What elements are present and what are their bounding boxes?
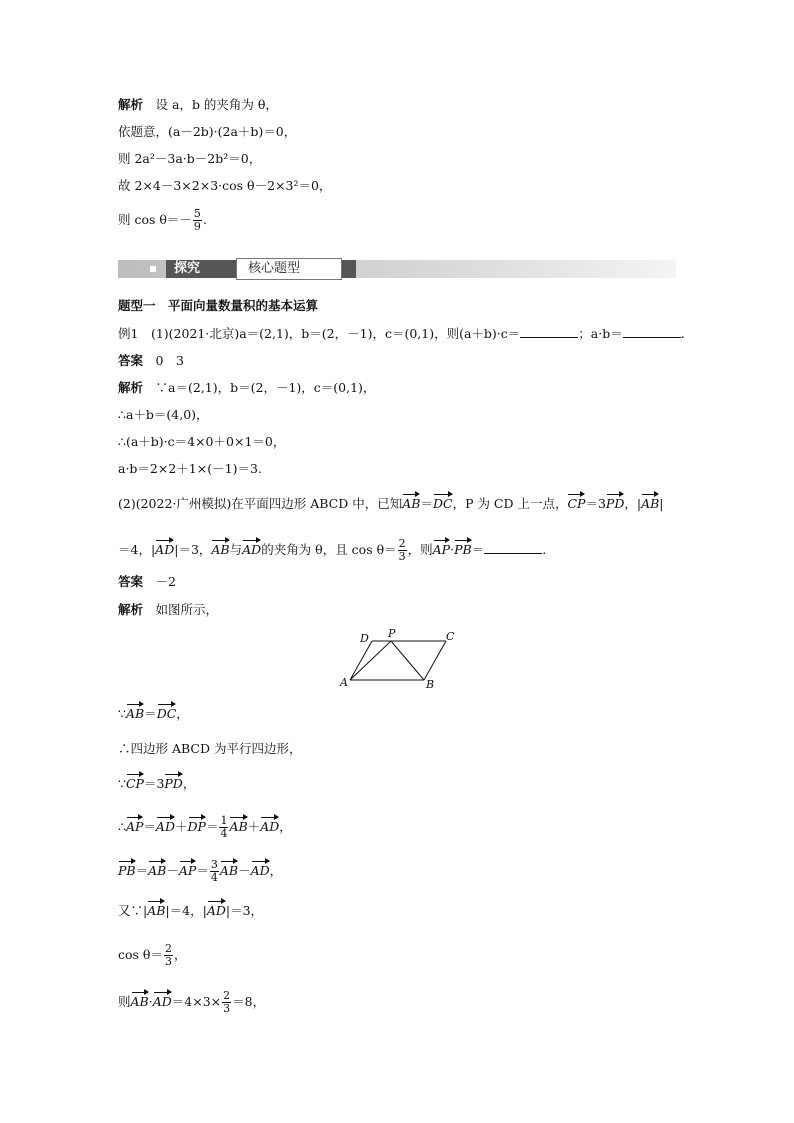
math-text: ＝3 xyxy=(143,776,165,791)
math-text: ∴ xyxy=(118,819,126,834)
fraction xyxy=(219,815,228,840)
math-text: · xyxy=(148,994,153,1009)
math-text: ＝ xyxy=(143,819,156,834)
step-2 xyxy=(118,741,301,757)
math-text: 3 xyxy=(223,1002,231,1015)
example1-part2-line-2 xyxy=(118,538,546,563)
math-text: cos θ＝ xyxy=(118,947,163,962)
math-text: ＋ xyxy=(247,819,261,834)
math-text: · xyxy=(450,542,455,557)
answer-blank xyxy=(623,325,681,338)
vector-symbol: AP xyxy=(432,542,451,557)
math-text: ∵a＝(2,1)，b＝(2，－1)，c＝(0,1)， xyxy=(155,380,376,395)
math-text: 3 xyxy=(398,550,406,563)
vector-symbol: AP xyxy=(178,863,197,878)
math-text: ＝ xyxy=(471,542,485,557)
math-text: ＝8， xyxy=(232,994,266,1009)
step-8 xyxy=(118,990,265,1015)
math-text: ＝3 xyxy=(585,496,606,511)
vector-symbol: AD xyxy=(155,819,175,834)
fraction xyxy=(210,859,219,884)
vector-symbol: CP xyxy=(567,496,586,511)
step-7 xyxy=(118,943,186,968)
math-text: ，P 为 CD 上一点， xyxy=(452,496,568,511)
vector-symbol: CP xyxy=(125,776,144,791)
step-6 xyxy=(118,903,263,919)
math-text: 2 xyxy=(398,537,406,550)
math-text: ， xyxy=(269,863,283,878)
math-text: 2 xyxy=(164,942,172,955)
parallelogram-figure xyxy=(338,628,462,690)
math-text: 例1 (1)(2021·北京)a＝(2,1)，b＝(2，－1)，c＝(0,1)，则(a＋b)·c＝ xyxy=(118,326,521,341)
example1-part1 xyxy=(118,325,685,342)
vector-symbol: AB xyxy=(402,496,421,511)
math-text: 依题意，(a－2b)·(2a＋b)＝0， xyxy=(118,124,297,139)
vector-symbol: AD xyxy=(152,994,172,1009)
math-text: 的夹角为 θ，且 cos θ＝ xyxy=(261,542,397,557)
answer-label: 答案 xyxy=(118,353,144,368)
math-text: 4 xyxy=(210,871,218,884)
math-text: ＝ xyxy=(135,863,149,878)
section-banner xyxy=(118,258,676,280)
step-5 xyxy=(118,859,282,884)
fraction xyxy=(193,208,202,233)
answer-label: 答案 xyxy=(118,574,144,589)
math-text: |＝3， xyxy=(174,542,212,557)
math-text: 2 xyxy=(223,989,231,1002)
vector-symbol: AD xyxy=(155,542,175,557)
math-text: ，则 xyxy=(407,542,433,557)
math-text: 设 a，b 的夹角为 θ， xyxy=(155,97,278,112)
math-text: ；a·b＝ xyxy=(578,326,623,341)
vector-symbol: DC xyxy=(432,496,453,511)
math-text: － xyxy=(166,863,179,878)
prev-solution-line-1 xyxy=(118,97,278,113)
math-text: 0 3 xyxy=(155,353,184,368)
vector-symbol: AB xyxy=(211,542,230,557)
math-text: a·b＝2×2＋1×(－1)＝3. xyxy=(118,461,262,476)
solution-line-3 xyxy=(118,434,285,450)
math-text: 3 xyxy=(164,955,172,968)
vector-symbol: AB xyxy=(148,863,167,878)
solution-line-2 xyxy=(118,407,209,423)
math-text: ∴(a＋b)·c＝4×0＋0×1＝0， xyxy=(118,434,286,449)
solution-line-4 xyxy=(118,461,262,477)
solution-label: 解析 xyxy=(118,97,144,112)
solution-line-1 xyxy=(118,380,375,396)
vector-symbol: AD xyxy=(250,863,270,878)
vector-symbol: AD xyxy=(206,903,226,918)
math-text: | xyxy=(659,496,664,511)
math-text: ＝ xyxy=(205,819,219,834)
vector-symbol: PD xyxy=(605,496,625,511)
math-text: ＝ xyxy=(144,706,157,721)
vector-symbol: AB xyxy=(125,706,145,721)
vector-symbol: AB xyxy=(641,496,660,511)
prev-solution-line-3 xyxy=(118,151,261,167)
math-text: . xyxy=(542,542,547,557)
math-text: ＝ xyxy=(196,863,209,878)
prev-solution-line-4 xyxy=(118,178,331,194)
vector-symbol: AD xyxy=(260,819,280,834)
fraction xyxy=(222,990,231,1015)
answer-blank xyxy=(484,541,542,554)
step-1 xyxy=(118,706,189,722)
math-text: 则 2a²－3a·b－2b²＝0， xyxy=(118,151,262,166)
label-a: A xyxy=(340,676,348,689)
vector-symbol: AP xyxy=(125,819,144,834)
math-text: |＝4，| xyxy=(165,903,207,918)
vector-symbol: PB xyxy=(118,863,136,878)
label-p: P xyxy=(388,628,396,640)
vector-symbol: DP xyxy=(187,819,206,834)
math-text: 如图所示， xyxy=(155,602,219,617)
vector-symbol: AB xyxy=(130,994,149,1009)
banner-tag-explore: 探究 xyxy=(174,261,201,276)
vector-symbol: DC xyxy=(156,706,177,721)
math-text: －2 xyxy=(155,574,176,589)
math-text: ∴a＋b＝(4,0)， xyxy=(118,407,209,422)
math-text: ， xyxy=(173,947,187,962)
side-ad xyxy=(350,641,372,680)
math-text: ＝ xyxy=(420,496,433,511)
math-text: ∵ xyxy=(118,776,126,791)
math-text: ∴四边形 ABCD 为平行四边形， xyxy=(118,741,302,756)
math-text: － xyxy=(238,863,251,878)
fraction xyxy=(398,538,407,563)
prev-solution-line-5 xyxy=(118,208,207,233)
vector-symbol: PB xyxy=(454,542,472,557)
math-text: ＝4×3× xyxy=(171,994,222,1009)
math-text: ， xyxy=(182,776,196,791)
math-text: 与 xyxy=(229,542,243,557)
example1-part2-line-1 xyxy=(118,496,664,512)
math-text: . xyxy=(202,212,207,227)
math-text: ＋ xyxy=(174,819,188,834)
vector-symbol: AB xyxy=(147,903,166,918)
step-4 xyxy=(118,815,292,840)
math-text: 4 xyxy=(220,827,228,840)
answer-line-1 xyxy=(118,353,184,369)
math-text: ，| xyxy=(624,496,642,511)
side-bc xyxy=(424,641,446,680)
vector-symbol: PD xyxy=(164,776,183,791)
prev-solution-line-2 xyxy=(118,124,296,140)
segment-ap xyxy=(350,641,391,680)
math-text: |＝3， xyxy=(225,903,264,918)
math-text: 则 xyxy=(118,994,131,1009)
math-text: ， xyxy=(279,819,292,834)
section-title: 题型一 平面向量数量积的基本运算 xyxy=(118,298,319,313)
vector-symbol: AD xyxy=(242,542,262,557)
label-b: B xyxy=(426,678,435,690)
math-text: 1 xyxy=(220,814,228,827)
math-text: 故 2×4－3×2×3·cos θ－2×3²＝0， xyxy=(118,178,332,193)
math-text: 又∵| xyxy=(118,903,148,918)
math-text: (2)(2022·广州模拟)在平面四边形 ABCD 中，已知 xyxy=(118,496,403,511)
segment-pb xyxy=(391,641,424,680)
solution-intro xyxy=(118,602,218,618)
banner-square-icon xyxy=(150,266,156,272)
math-text: ∵ xyxy=(118,706,126,721)
math-text: ＝4，| xyxy=(118,542,156,557)
math-text: . xyxy=(680,326,685,341)
banner-tag-core: 核心题型 xyxy=(248,261,301,276)
answer-blank xyxy=(520,325,578,338)
label-d: D xyxy=(360,632,369,645)
vector-symbol: AB xyxy=(229,819,248,834)
math-text: 5 xyxy=(193,207,201,220)
solution-label: 解析 xyxy=(118,602,144,617)
fraction xyxy=(164,943,173,968)
solution-label: 解析 xyxy=(118,380,144,395)
vector-symbol: AB xyxy=(219,863,239,878)
math-text: 则 cos θ＝－ xyxy=(118,212,192,227)
math-text: 3 xyxy=(210,858,218,871)
answer-line-2 xyxy=(118,574,176,590)
label-c: C xyxy=(446,630,455,643)
math-text: ， xyxy=(176,706,189,721)
math-text: 9 xyxy=(193,220,201,233)
step-3 xyxy=(118,776,195,792)
